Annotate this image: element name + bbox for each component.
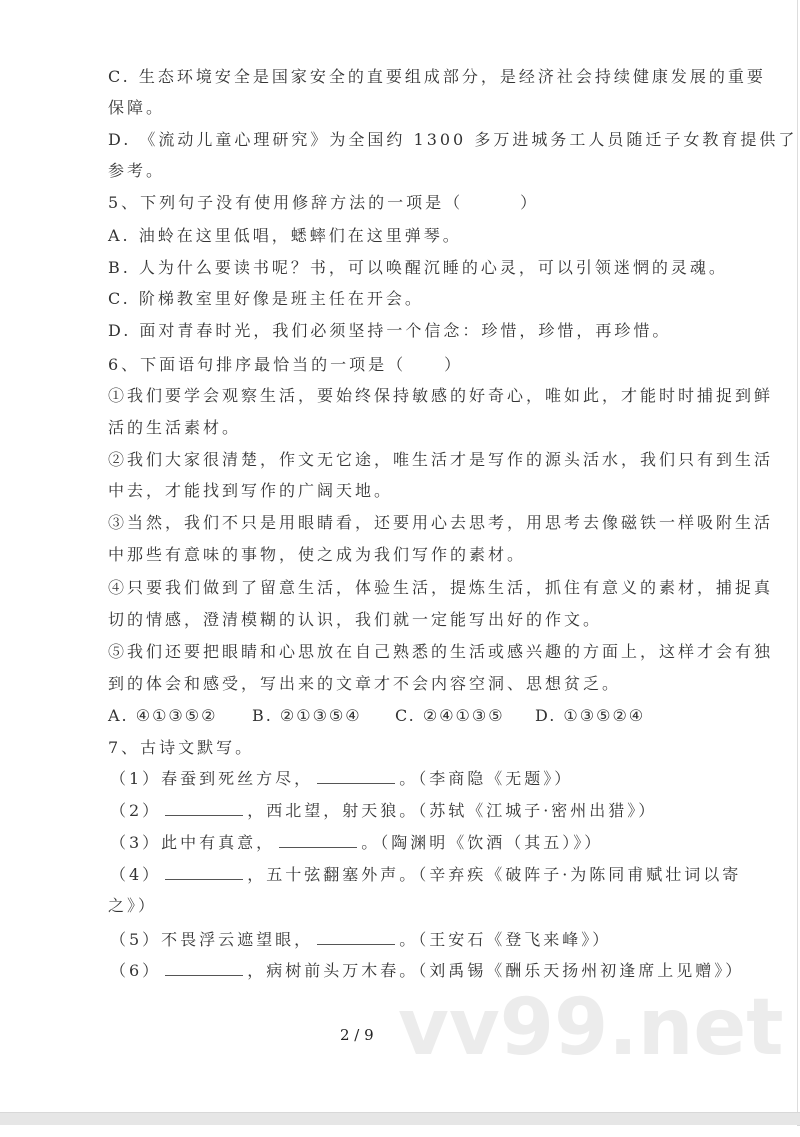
poem-item-3 (110, 833, 603, 853)
text-line: B. 人为什么要读书呢？书，可以唤醒沉睡的心灵，可以引领迷惘的灵魂。 (108, 258, 728, 277)
page-separator (0, 1112, 800, 1126)
text-line: ⑤我们还要把眼睛和心思放在自己熟悉的生活或感兴趣的方面上，这样才会有独 (108, 642, 774, 661)
text-line: D. 面对青春时光，我们必须坚持一个信念：珍惜，珍惜，再珍惜。 (108, 321, 672, 340)
item-text: （6） (110, 961, 162, 980)
answer-blank (165, 865, 243, 880)
text-line: 到的体会和感受，写出来的文章才不会内容空洞、思想贫乏。 (108, 674, 622, 693)
item-text: 。（陶渊明《饮酒（其五）》） (361, 833, 604, 852)
text-line: A. 油蛉在这里低唱，蟋蟀们在这里弹琴。 (108, 226, 462, 245)
poem-item-5 (110, 930, 611, 950)
text-line: ③当然，我们不只是用眼睛看，还要用心去思考，用思考去像磁铁一样吸附生活 (108, 513, 774, 532)
question-7: 7、古诗文默写。 (108, 738, 255, 757)
text-line: 切的情感，澄清模糊的认识，我们就一定能写出好的作文。 (108, 610, 603, 629)
text-line: 活的生活素材。 (108, 418, 242, 437)
answer-blank (165, 961, 243, 976)
question-6: 6、下面语句排序最恰当的一项是（ ） (108, 355, 464, 374)
text-line: ①我们要学会观察生活，要始终保持敏感的好奇心，唯如此，才能时时捕捉到鲜 (108, 386, 774, 405)
text-line: ②我们大家很清楚，作文无它途，唯生活才是写作的源头活水，我们只有到生活 (108, 450, 774, 469)
text-line: 参考。 (108, 161, 166, 180)
poem-item-1 (110, 769, 573, 789)
item-text: ，西北望，射天狼。（苏轼《江城子·密州出猎》） (247, 801, 658, 820)
item-text: （1）春蚕到死丝方尽， (110, 769, 314, 788)
item-text: （4） (110, 865, 162, 884)
option-a: A. ④①③⑤② (108, 706, 218, 725)
page-number: 2 / 9 (340, 1026, 374, 1044)
question-5: 5、下列句子没有使用修辞方法的一项是（ ） (108, 193, 540, 212)
option-c: C. ②④①③⑤ (395, 706, 505, 725)
item-text: ，病树前头万木春。（刘禹锡《酬乐天扬州初逢席上见赠》） (247, 961, 745, 980)
answer-blank (317, 930, 395, 945)
item-text: ，五十弦翻塞外声。（辛弃疾《破阵子·为陈同甫赋壮词以寄 (247, 865, 742, 884)
item-text: （2） (110, 801, 162, 820)
poem-item-6 (110, 961, 744, 981)
item-text: （3）此中有真意， (110, 833, 276, 852)
item-text: 。（李商隐《无题》） (399, 769, 574, 788)
answer-blank (279, 833, 357, 848)
item-text: （5）不畏浮云遮望眼， (110, 930, 314, 949)
answer-blank (165, 801, 243, 816)
answer-blank (317, 769, 395, 784)
watermark: vv99.net (398, 983, 784, 1073)
poem-item-2 (110, 801, 657, 821)
item-text: 。（王安石《登飞来峰》） (399, 930, 612, 949)
poem-item-4 (110, 865, 741, 885)
poem-item-4-cont: 之》） (108, 896, 158, 915)
text-line: 保障。 (108, 98, 166, 117)
option-b: B. ②①③⑤④ (252, 706, 362, 725)
text-line: 中去，才能找到写作的广阔天地。 (108, 481, 394, 500)
text-line: 中那些有意味的事物，使之成为我们写作的素材。 (108, 545, 527, 564)
next-page-edge (0, 1125, 797, 1137)
text-line: C. 阶梯教室里好像是班主任在开会。 (108, 289, 424, 308)
text-line: D. 《流动儿童心理研究》为全国约 1300 多万进城务工人员随迁子女教育提供了 (108, 130, 798, 149)
text-line: C. 生态环境安全是国家安全的直要组成部分，是经济社会持续健康发展的重要 (108, 67, 766, 86)
text-line: ④只要我们做到了留意生活，体验生活，提炼生活，抓住有意义的素材，捕捉真 (108, 578, 774, 597)
option-d: D. ①③⑤②④ (535, 706, 646, 725)
